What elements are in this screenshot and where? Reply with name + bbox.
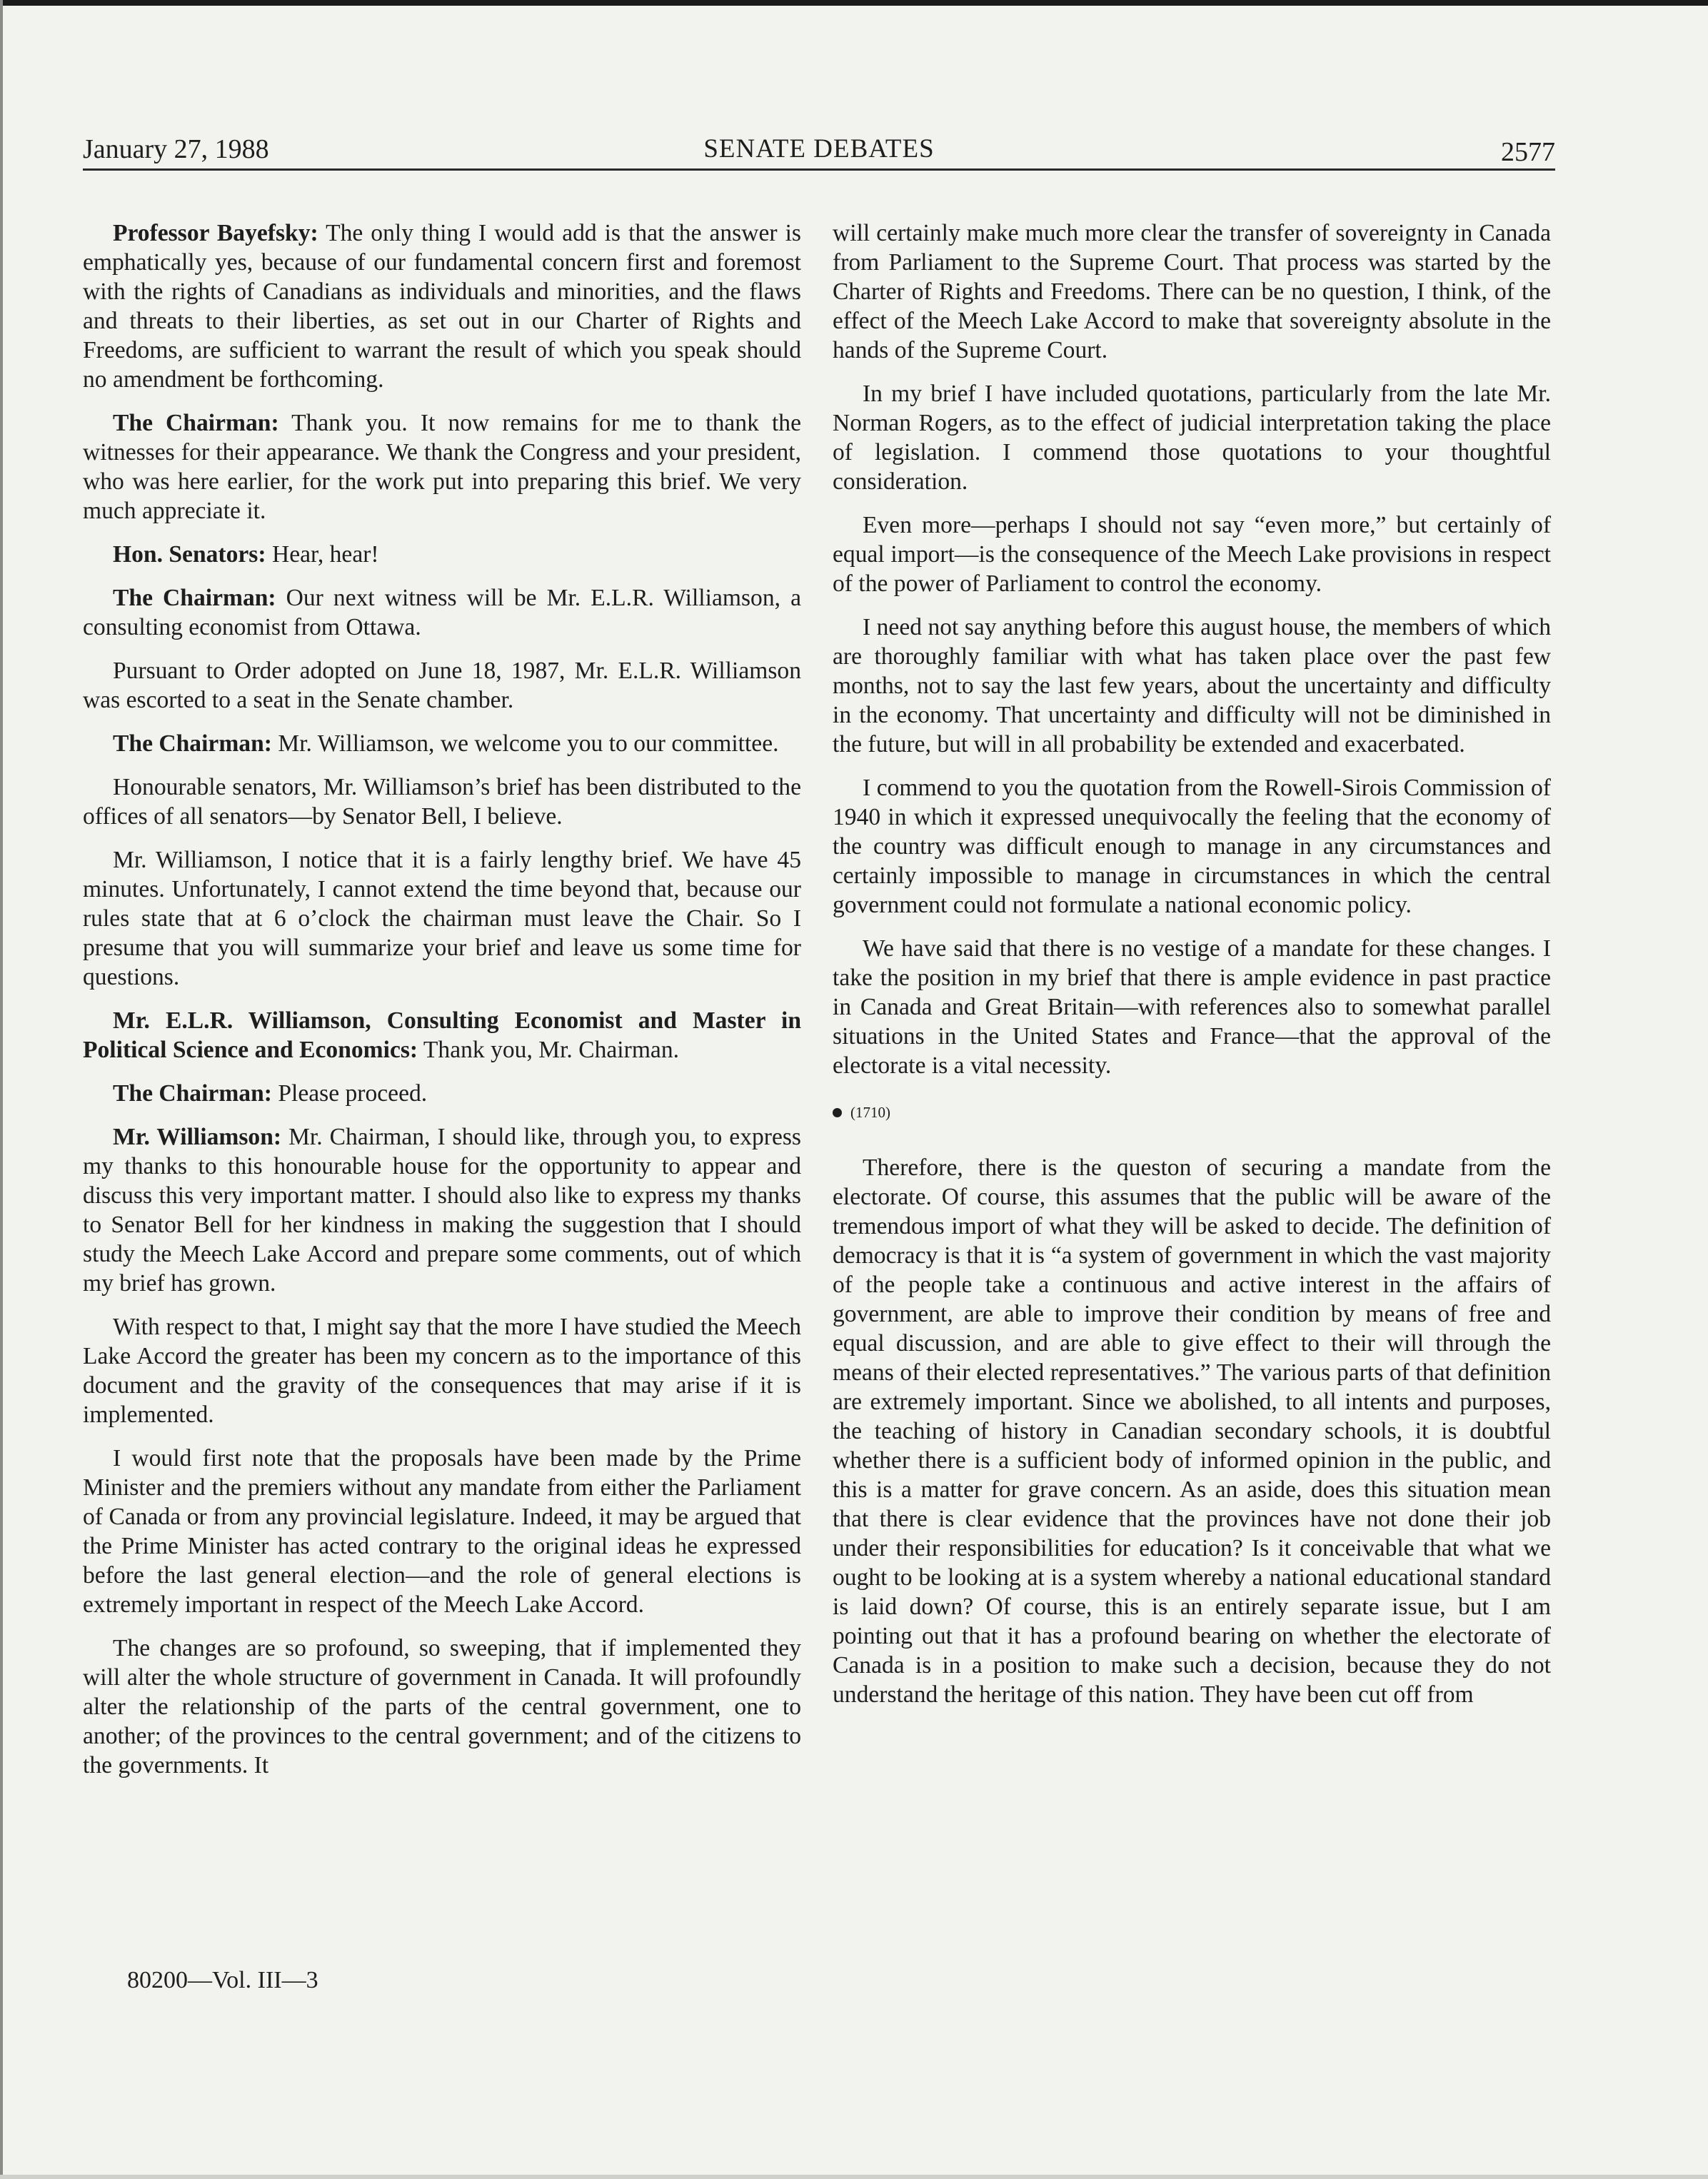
paragraph <box>83 1122 801 1298</box>
paragraph <box>833 613 1551 759</box>
paragraph <box>833 379 1551 496</box>
timestamp-text: (1710) <box>850 1104 890 1121</box>
paragraph <box>83 1006 801 1065</box>
speaker-name: The Chairman: <box>113 410 279 436</box>
paragraph <box>83 540 801 569</box>
header-date: January 27, 1988 <box>83 134 269 164</box>
paragraph-text: Even more—perhaps I should not say “even more,” but certainly of equal import—is the consequence of the Meech Lake provisions in respect of the power of Parliament to control the economy. <box>833 512 1551 597</box>
page-number: 2577 <box>1501 137 1555 167</box>
scan-edge-left <box>0 0 3 2179</box>
paragraph <box>83 729 801 758</box>
scan-edge-bottom <box>0 2175 1708 2179</box>
paragraph <box>83 408 801 525</box>
paragraph-continued <box>833 218 1551 365</box>
scan-edge-top <box>0 0 1708 6</box>
paragraph-text: Honourable senators, Mr. Williamson’s brief has been distributed to the offices of all senators—by Senator Bell, I believe. <box>83 774 801 830</box>
paragraph-text: Pursuant to Order adopted on June 18, 1987, Mr. E.L.R. Williamson was escorted to a seat in the Senate chamber. <box>83 658 801 713</box>
left-column <box>83 218 801 1794</box>
paragraph <box>83 1312 801 1429</box>
paragraph-text: Thank you, Mr. Chairman. <box>418 1037 680 1063</box>
speaker-name: The Chairman: <box>113 585 276 611</box>
speaker-name: The Chairman: <box>113 730 272 757</box>
page-header <box>83 133 1555 171</box>
timestamp-marker <box>833 1102 1551 1123</box>
paragraph <box>833 773 1551 920</box>
paragraph-text: Our next witness will be Mr. E.L.R. Williamson, a consulting economist from Ottawa. <box>83 585 801 640</box>
speaker-name: Mr. Williamson: <box>113 1124 282 1150</box>
paragraph <box>83 1444 801 1619</box>
paragraph-text: I would first note that the proposals have been made by the Prime Minister and the premiers without any mandate from either the Parliament of Canada or from any provincial legislature. Indeed, it may be argued that the Prime Minister has acted contrary to the original ideas he expressed before the last general election—and the role of general elections is extremely important in respect of the Meech Lake Accord. <box>83 1445 801 1618</box>
header-title: SENATE DEBATES <box>703 134 935 163</box>
paragraph-text: Mr. Chairman, I should like, through you, to express my thanks to this honourable house for the opportunity to appear and discuss this very important matter. I should also like to express my thanks to Senator Bell for her kindness in making the suggestion that I should study the Meech Lake Accord and prepare some comments, out of which my brief has grown. <box>83 1124 802 1297</box>
paragraph-text: Mr. Williamson, we welcome you to our committee. <box>271 730 779 757</box>
paragraph <box>83 583 801 642</box>
paragraph <box>83 845 801 992</box>
paragraph-text: The only thing I would add is that the answer is emphatically yes, because of our fundamental concern first and foremost with the rights of Canadians as individuals and minorities, and the flaws and threats to their liberties, as set out in our Charter of Rights and Freedoms, are sufficient to warrant the result of which you speak should no amendment be forthcoming. <box>83 220 801 393</box>
bullet-icon <box>833 1108 842 1117</box>
paragraph <box>83 656 801 715</box>
paragraph-text: I commend to you the quotation from the Rowell-Sirois Commission of 1940 in which it expressed unequivocally the feeling that the economy of the country was difficult enough to manage in any circumstances and certainly impossible to manage in circumstances in which the central government could not formulate a national economic policy. <box>833 775 1551 918</box>
paragraph <box>833 510 1551 598</box>
paragraph <box>833 1153 1551 1709</box>
paragraph-text: Mr. Williamson, I notice that it is a fairly lengthy brief. We have 45 minutes. Unfortunately, I cannot extend the time beyond that, because our rules state that at 6 o’clock the chairman must leave the Chair. So I presume that you will summarize your brief and leave us some time for questions. <box>83 847 801 990</box>
paragraph-text: We have said that there is no vestige of a mandate for these changes. I take the position in my brief that there is ample evidence in past practice in Canada and Great Britain—with references also to somewhat parallel situations in the United States and France—that the approval of the electorate is a vital necessity. <box>833 935 1551 1079</box>
paragraph <box>83 1079 801 1108</box>
speaker-name: Professor Bayefsky: <box>113 220 318 246</box>
paragraph-text: In my brief I have included quotations, particularly from the late Mr. Norman Rogers, as to the effect of judicial interpretation taking the place of legislation. I commend those quotations to your thoughtful consideration. <box>833 381 1551 495</box>
speaker-name: Mr. E.L.R. Williamson, Consulting Economist and Master in Political Science and Economics: <box>83 1007 801 1063</box>
paragraph-text: Please proceed. <box>271 1080 428 1107</box>
right-column <box>833 218 1551 1723</box>
paragraph <box>83 218 801 394</box>
speaker-name: The Chairman: <box>113 1080 272 1107</box>
paragraph-text: will certainly make much more clear the transfer of sovereignty in Canada from Parliament to the Supreme Court. That process was started by the Charter of Rights and Freedoms. There can be no question, I think, of the effect of the Meech Lake Accord to make that sovereignty absolute in the hands of the Supreme Court. <box>833 220 1551 363</box>
paragraph-text: I need not say anything before this august house, the members of which are thoroughly familiar with what has taken place over the past few months, not to say the last few years, about the uncertainty and difficulty in the economy. That uncertainty and difficulty will not be diminished in the future, but will in all probability be extended and exacerbated. <box>833 614 1551 758</box>
paragraph-text: The changes are so profound, so sweeping, that if implemented they will alter the whole structure of government in Canada. It will profoundly alter the relationship of the parts of the central government, one to another; of the provinces to the central government; and of the citizens to the governments. It <box>83 1635 801 1778</box>
paragraph-text: Hear, hear! <box>266 541 379 568</box>
paragraph <box>83 773 801 831</box>
paragraph <box>83 1634 801 1780</box>
page-footer: 80200—Vol. III—3 <box>127 1967 318 1993</box>
paragraph-text: Therefore, there is the queston of securing a mandate from the electorate. Of course, this assumes that the public will be aware of the tremendous import of what they will be asked to decide. The definition of democracy is that it is “a system of government in which the vast majority of the people take a continuous and active interest in the affairs of government, are able to improve their condition by means of free and equal discussion, and are able to give effect to their will through the means of their elected representatives.” The various parts of that definition are extremely important. Since we abolished, to all intents and purposes, the teaching of history in Canadian secondary schools, it is doubtful whether there is a sufficient body of informed opinion in the public, and this is a matter for grave concern. As an aside, does this situation mean that there is clear evidence that the provinces have not done their job under their responsibilities for education? Is it conceivable that what we ought to be looking at is a system whereby a national educational standard is laid down? Of course, this is an entirely separate issue, but I am pointing out that it has a profound bearing on whether the electorate of Canada is in a position to make such a decision, because they do not understand the heritage of this nation. They have been cut off from <box>833 1154 1551 1708</box>
speaker-name: Hon. Senators: <box>113 541 266 568</box>
paragraph <box>833 934 1551 1080</box>
paragraph-text: With respect to that, I might say that the more I have studied the Meech Lake Accord the greater has been my concern as to the importance of this document and the gravity of the consequences that may arise if it is implemented. <box>83 1314 801 1428</box>
paragraph-text: Thank you. It now remains for me to thank the witnesses for their appearance. We thank the Congress and your president, who was here earlier, for the work put into preparing this brief. We very much appreciate it. <box>83 410 801 524</box>
